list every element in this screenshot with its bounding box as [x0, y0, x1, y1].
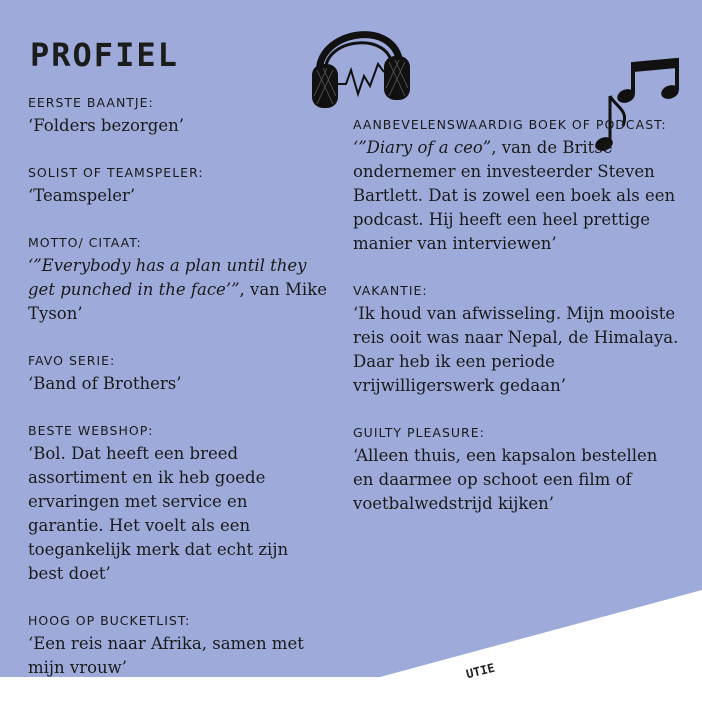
item-label: EERSTE BAANTJE: [28, 95, 154, 110]
item-value: ‘Band of Brothers’ [28, 374, 182, 393]
profile-item [28, 420, 328, 586]
profile-item [353, 422, 683, 516]
item-label: SOLIST OF TEAMSPELER: [28, 165, 204, 180]
profile-item [28, 232, 328, 326]
page-title: PROFIEL [30, 36, 179, 74]
profile-item [28, 610, 328, 680]
item-label: BESTE WEBSHOP: [28, 423, 154, 438]
item-value: ‘Bol. Dat heeft een breed assortiment en ik heb goede ervaringen met service en garantie. Het voelt als een toegankelijk merk dat echt zijn best doet’ [28, 444, 289, 583]
item-value: ‘Ik houd van afwisseling. Mijn mooiste reis ooit was naar Nepal, de Himalaya. Daar heb ik een periode vrijwilligerswerk gedaan’ [353, 304, 679, 395]
item-label: VAKANTIE: [353, 283, 428, 298]
item-value: ‘Een reis naar Afrika, samen met mijn vrouw’ [28, 634, 304, 677]
item-label: FAVO SERIE: [28, 353, 116, 368]
quote-italic: ‘”Everybody has a plan until they get punched in the face’” [28, 256, 307, 299]
profile-item [28, 350, 328, 396]
item-label: AANBEVELENSWAARDIG BOEK OF PODCAST: [353, 117, 667, 132]
profile-item [353, 114, 683, 256]
item-value: ‘Folders bezorgen’ [28, 116, 184, 135]
item-value [353, 136, 683, 256]
profile-item [28, 92, 328, 138]
quote-italic: ‘”Diary of a ceo” [353, 138, 492, 157]
profile-item [353, 280, 683, 398]
item-value: ‘Teamspeler’ [28, 186, 136, 205]
quote-rest: , van de Britse ondernemer en investeerder Steven Bartlett. Dat is zowel een boek als een podcast. Hij heeft een heel prettige manier van interviewen’ [353, 138, 676, 253]
item-label: GUILTY PLEASURE: [353, 425, 485, 440]
right-column [353, 114, 683, 540]
quote-rest: , van Mike Tyson’ [28, 280, 327, 323]
left-column [28, 92, 328, 704]
stamp-text: UTIE [464, 660, 497, 682]
item-label: HOOG OP BUCKETLIST: [28, 613, 191, 628]
item-value: ‘Alleen thuis, een kapsalon bestellen en daarmee op schoot een film of voetbalwedstrijd kijken’ [353, 446, 658, 513]
profile-item [28, 162, 328, 208]
item-label: MOTTO/ CITAAT: [28, 235, 142, 250]
item-value [28, 254, 328, 326]
